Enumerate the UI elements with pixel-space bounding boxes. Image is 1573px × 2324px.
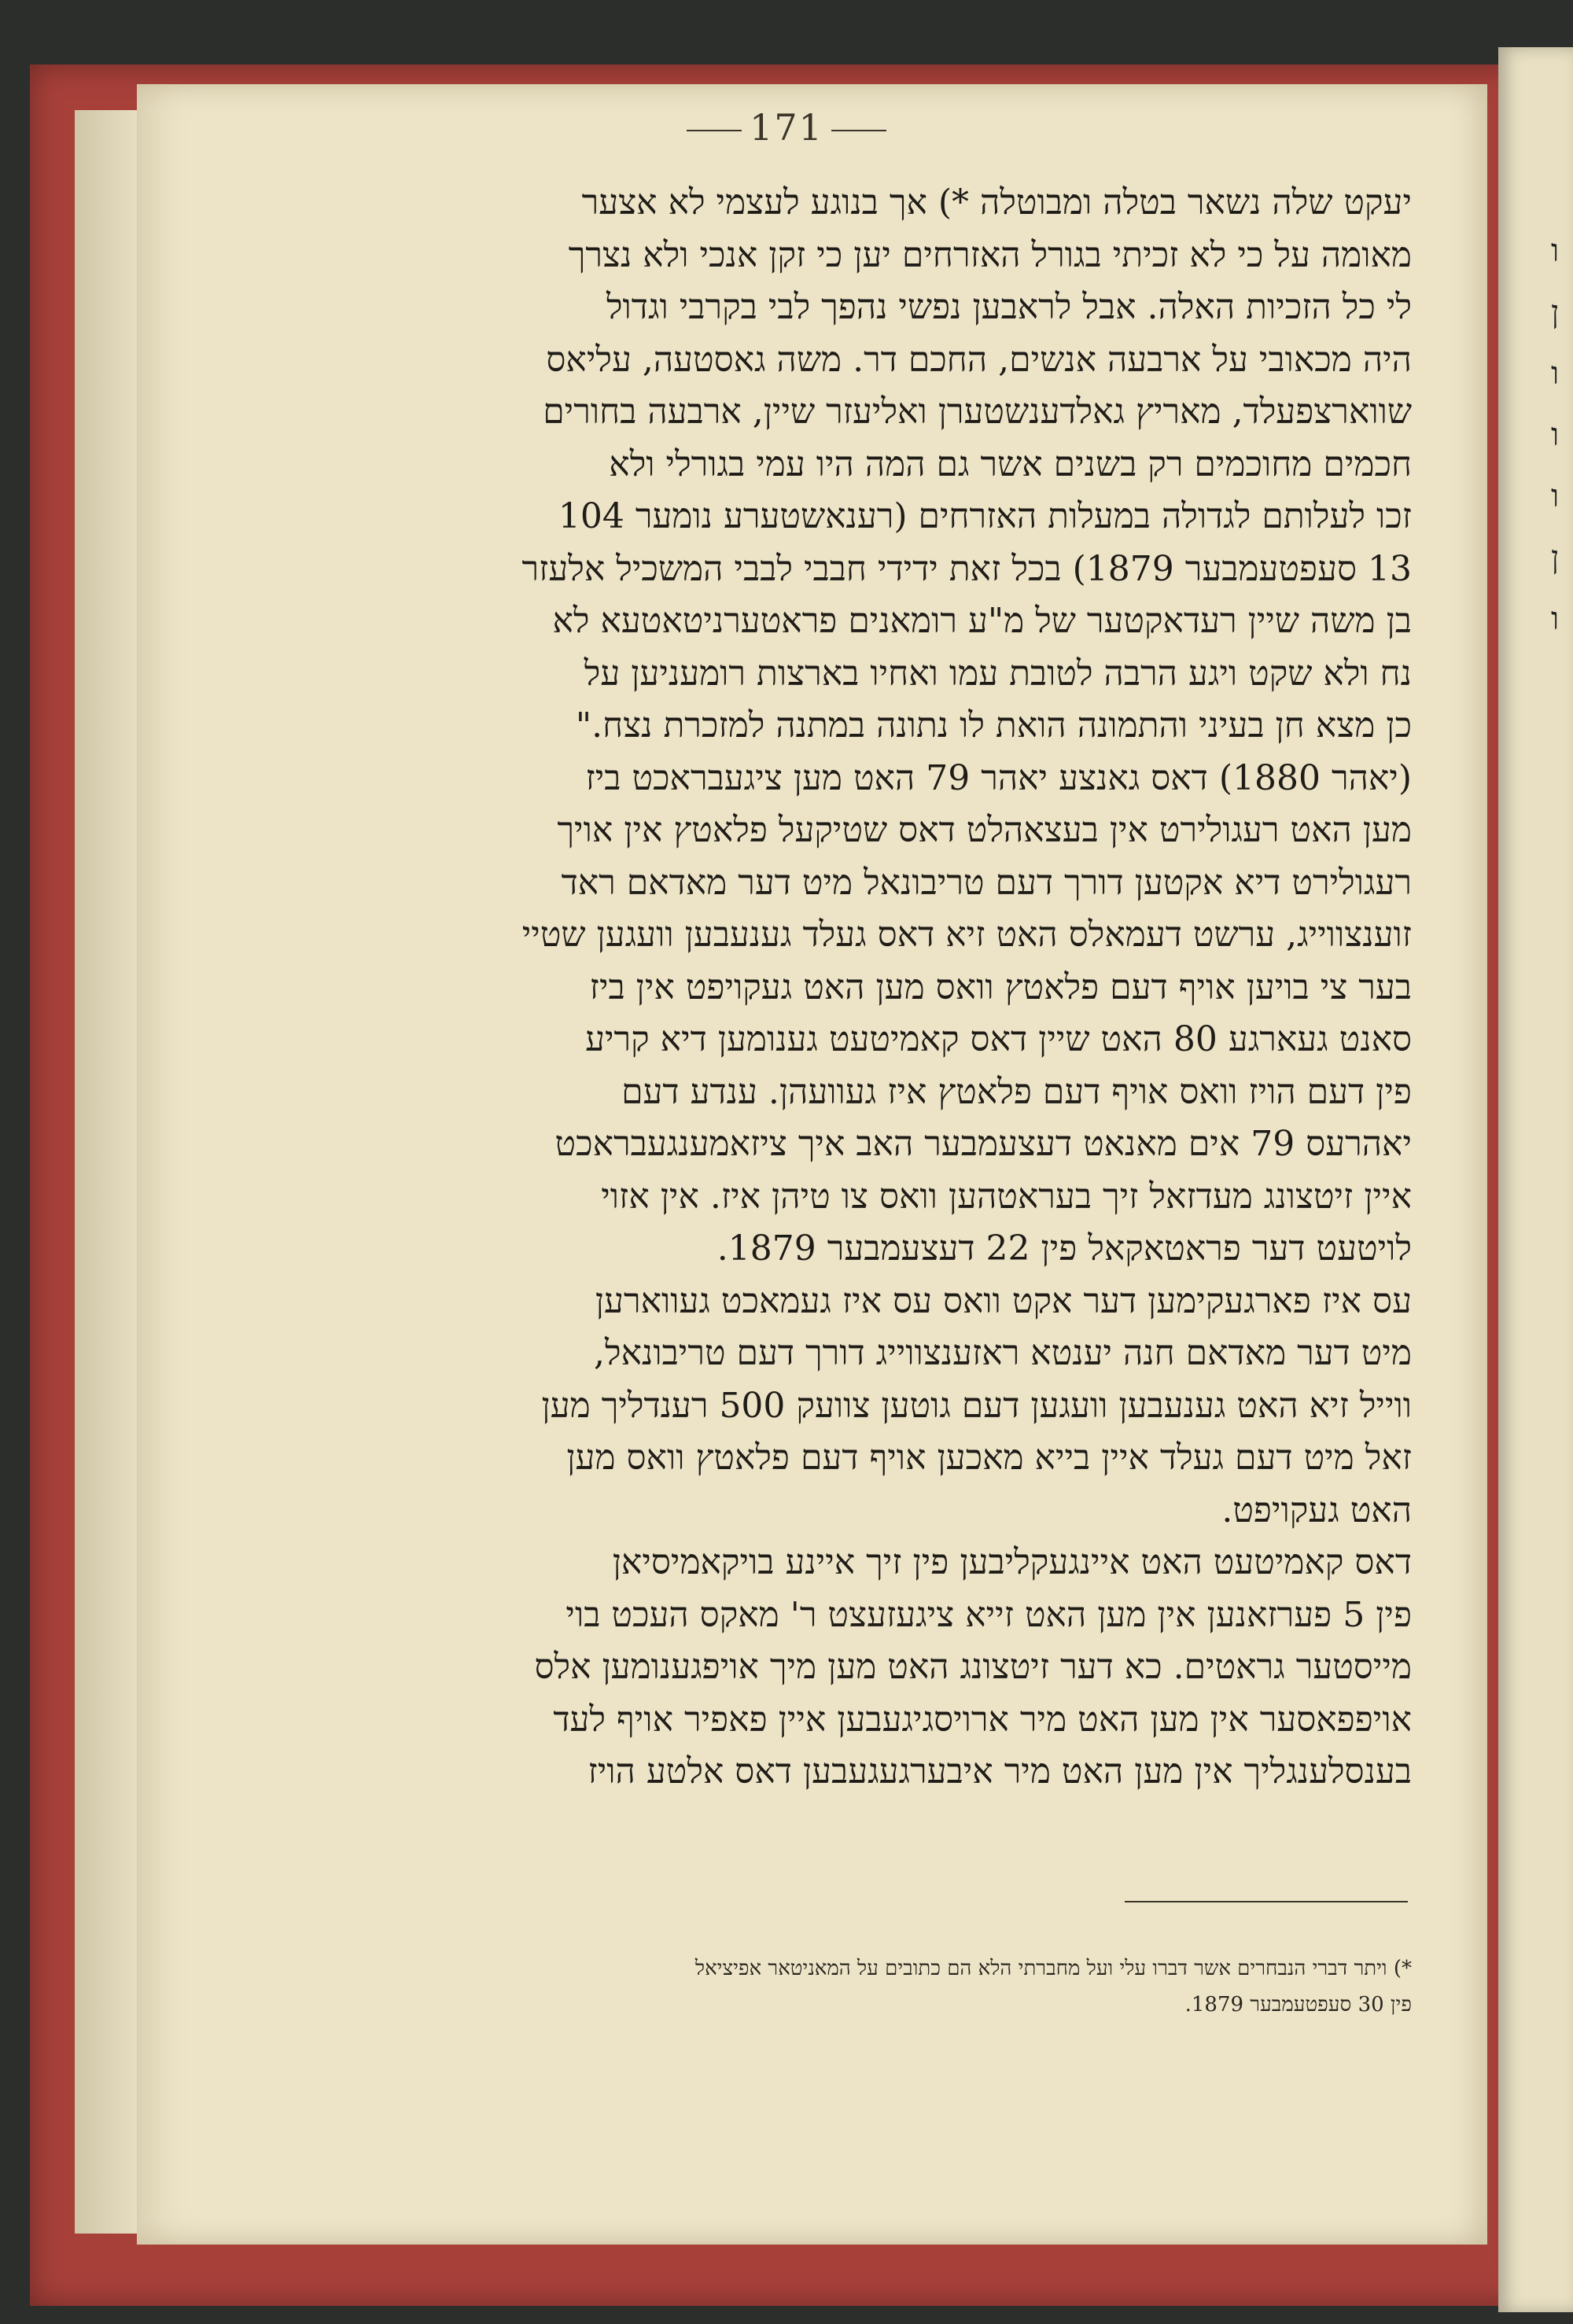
text-line: זאל מיט דעם געלד איין בייא מאכען אויף דעם פלאטץ וואס מען xyxy=(566,1438,1412,1478)
body-text xyxy=(311,177,1412,1799)
text-line: היה מכאובי על ארבעה אנשים, החכם דר. משה גאסטעה, עליאס xyxy=(546,339,1412,380)
text-line: יאהרעס 79 אים מאנאט דעצעמבער האב איך ציזאמענגעבראכט xyxy=(554,1124,1412,1164)
text-line: רעגולירט דיא אקטען דורך דעם טריבונאל מיט דער מאדאם ראד xyxy=(561,862,1412,903)
text-line: איין זיטצונג מעדזאל זיך בעראטהען וואס צו טיהן איז. אין אזוי xyxy=(601,1176,1412,1217)
text-line: ווייל זיא האט גענעבען וועגען דעם גוטען צוועק 500 רענדליך מען xyxy=(541,1385,1412,1426)
facing-page-glyph: ן xyxy=(1551,294,1560,330)
facing-page-glyph: ו xyxy=(1551,601,1560,637)
footnote xyxy=(311,1950,1412,2023)
facing-page-glyph: ו xyxy=(1551,478,1560,514)
text-line: חכמים מחוכמים רק בשנים אשר גם המה היו עמי בגורלי ולא xyxy=(609,444,1412,484)
text-line: מיט דער מאדאם חנה יענטא ראזענצווייג דורך דעם טריבונאל, xyxy=(594,1333,1412,1373)
text-line: כן מצא חן בעיני והתמונה הואת לו נתונה במתנה למזכרת נצח." xyxy=(575,705,1412,746)
text-line: בער צי בויען אויף דעם פלאטץ וואס מען האט געקויפט אין ביז xyxy=(589,967,1412,1007)
facing-page-glyphs xyxy=(1551,220,1573,650)
text-line: יעקט שלה נשאר בטלה ומבוטלה *) אך בנוגע לעצמי לא אצער xyxy=(581,182,1412,223)
footnote-line: פין 30 סעפטעמבער 1879. xyxy=(1184,1993,1412,2016)
text-line: אויפפאסער אין מען האט מיר ארויסגיגעבען איין פאפיר אויף לעד xyxy=(553,1699,1412,1740)
text-line: (יאהר 1880) דאס גאנצע יאהר 79 האט מען ציגעבראכט ביז xyxy=(585,757,1412,798)
text-line: סאנט געארגע 80 האט שיין דאס קאמיטעט גענומען דיא קריע xyxy=(585,1019,1412,1059)
text-line: מייסטער גראטים. כא דער זיטצונג האט מען מיך אויפגענומען אלס xyxy=(534,1647,1412,1687)
text-line: זכו לעלותם לגדולה במעלות האזרחים (רענאשטערע נומער 104 xyxy=(558,496,1412,536)
text-line: מאומה על כי לא זכיתי בגורל האזרחים יען כי זקן אנכי ולא נצרך xyxy=(568,234,1412,275)
page-number-text: 171 xyxy=(750,106,823,149)
text-line: מען האט רעגולירט אין בעצאהלט דאס שטיקעל פלאטץ אין אויך xyxy=(557,810,1412,850)
text-line: דאס קאמיטעט האט איינגעקליבען פין זיך איינע בויקאמיסיאן xyxy=(612,1542,1412,1582)
text-line: נח ולא שקט ויגע הרבה לטובת עמו ואחיו בארצות רומעניען על xyxy=(584,653,1412,694)
page-number-dash-left xyxy=(687,130,742,131)
facing-page-glyph: ו xyxy=(1551,417,1560,453)
footnote-line: *) ויתר דברי הנבחרים אשר דברו עלי ועל מחברתי הלא הם כתובים על המאניטאר אפיציאל xyxy=(694,1957,1412,1980)
text-line: זוענצווייג, ערשט דעמאלס האט זיא דאס געלד גענעבען וועגען שטיי xyxy=(521,915,1412,955)
facing-page-glyph: ו xyxy=(1551,233,1560,269)
text-line: האט געקויפט. xyxy=(1221,1490,1412,1530)
text-line: בענסלענגליך אין מען האט מיר איבערגעגעבען דאס אלטע הויז xyxy=(588,1751,1412,1792)
text-line: שווארצפעלד, מאריץ גאלדענשטערן ואליעזר שיין, ארבעה בחורים xyxy=(543,392,1412,432)
text-line: פין דעם הויז וואס אויף דעם פלאטץ איז געוועהן. ענדע דעם xyxy=(621,1071,1412,1112)
text-line: בן משה שיין רעדאקטער של מ"ע רומאנים פראטערניטאטעא לא xyxy=(552,601,1412,641)
facing-page-glyph: ן xyxy=(1551,540,1560,576)
text-line: עס איז פארגעקימען דער אקט וואס עס איז געמאכט געווארען xyxy=(595,1280,1412,1321)
page-number xyxy=(0,106,1573,149)
facing-page-glyph: ו xyxy=(1551,355,1560,392)
text-line: פין 5 פערזאנען אין מען האט זייא ציגעזעצט ר' מאקס העכט בוי xyxy=(565,1594,1412,1635)
text-line: 13 סעפטעמבער 1879) בכל זאת ידידי חבבי לבבי המשכיל אלעזר xyxy=(521,548,1412,589)
page-number-dash-right xyxy=(831,130,886,131)
footnote-rule xyxy=(1125,1901,1408,1902)
text-line: לויטעט דער פראטאקאל פין 22 דעצעמבער 1879. xyxy=(717,1228,1412,1269)
text-line: לי כל הזכיות האלה. אבל לראבען נפשי נהפך לבי בקרבי וגדול xyxy=(606,287,1412,327)
